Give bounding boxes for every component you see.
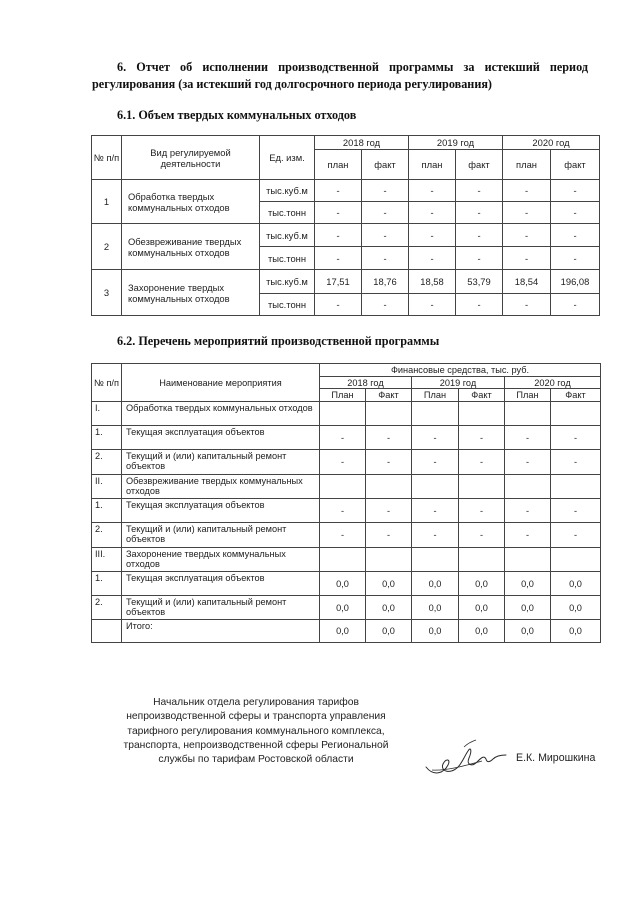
value-cell: 0,0 [551,572,601,596]
header-plan: план [409,150,456,180]
value-cell: - [459,450,505,475]
value-cell: - [366,499,412,523]
position-line: Начальник отдела регулирования тарифов [153,697,359,708]
header-plan: План [320,389,366,402]
row-number: 3 [92,270,122,316]
value-cell: - [362,247,409,270]
value-cell: - [505,426,551,450]
row-number: 2 [92,224,122,270]
activity-name: Обработка твердых коммунальных отходов [122,402,320,426]
unit-cell: тыс.куб.м [260,270,315,294]
value-cell: 196,08 [551,270,600,294]
header-unit: Ед. изм. [260,136,315,180]
activity-name: Обезвреживание твердых коммунальных отходов [122,475,320,499]
activity-name: Обработка твердых коммунальных отходов [122,180,260,224]
value-cell: - [412,426,459,450]
value-cell: - [320,426,366,450]
row-number: 1 [92,180,122,224]
signer-name: Е.К. Мирошкина [516,752,596,764]
value-cell [320,548,366,572]
value-cell: 0,0 [459,620,505,643]
value-cell: - [315,224,362,247]
value-cell: 0,0 [366,596,412,620]
header-fact: Факт [551,389,601,402]
header-no: № п/п [92,136,122,180]
value-cell: - [459,523,505,548]
header-year: 2019 год [412,377,505,389]
value-cell: 17,51 [315,270,362,294]
activity-name: Текущая эксплуатация объектов [122,572,320,596]
row-number: II. [92,475,122,499]
value-cell: - [362,224,409,247]
row-number [92,620,122,643]
header-year: 2020 год [503,136,600,150]
header-finance: Финансовые средства, тыс. руб. [320,364,601,377]
value-cell: 0,0 [320,572,366,596]
value-cell: - [320,523,366,548]
table-row [92,270,600,294]
value-cell: - [456,202,503,224]
value-cell: - [459,499,505,523]
value-cell: - [503,202,551,224]
value-cell: - [551,426,601,450]
value-cell [366,475,412,499]
value-cell: - [366,523,412,548]
table-row [92,426,601,450]
value-cell [505,548,551,572]
value-cell: 0,0 [505,620,551,643]
header-no: № п/п [92,364,122,402]
handwritten-signature [424,737,510,783]
value-cell: - [409,224,456,247]
value-cell: 0,0 [459,572,505,596]
value-cell: - [459,426,505,450]
value-cell [551,475,601,499]
activity-name: Итого: [122,620,320,643]
table-row [92,620,601,643]
value-cell [320,475,366,499]
header-activity: Вид регулируемой деятельности [122,136,260,180]
row-number: 1. [92,499,122,523]
subsection-title-activities: 6.2. Перечень мероприятий производственной программы [117,334,440,348]
unit-cell: тыс.тонн [260,202,315,224]
value-cell: - [315,180,362,202]
section-title: 6. Отчет об исполнении производственной программы за истекший период регулирования (за истекший год долгосрочного периода регулирования) [92,60,588,91]
value-cell: 53,79 [456,270,503,294]
value-cell: - [456,247,503,270]
value-cell: - [362,180,409,202]
value-cell [366,402,412,426]
value-cell: - [362,202,409,224]
value-cell: 0,0 [505,596,551,620]
value-cell: 0,0 [366,572,412,596]
position-line: службы по тарифам Ростовской области [158,754,354,766]
value-cell: 0,0 [551,620,601,643]
value-cell [505,475,551,499]
value-cell: - [456,180,503,202]
header-year: 2018 год [315,136,409,150]
value-cell: 0,0 [505,572,551,596]
activity-name: Текущий и (или) капитальный ремонт объектов [122,450,320,475]
value-cell: 18,58 [409,270,456,294]
activity-name: Захоронение твердых коммунальных отходов [122,270,260,316]
row-number: 1. [92,426,122,450]
row-number: 1. [92,572,122,596]
unit-cell: тыс.тонн [260,247,315,270]
header-fact: факт [456,150,503,180]
value-cell: 0,0 [551,596,601,620]
value-cell [551,402,601,426]
value-cell [412,548,459,572]
header-year: 2018 год [320,377,412,389]
header-plan: План [412,389,459,402]
position-line: транспорта, непроизводственной сферы Региональной [123,739,389,751]
value-cell [459,402,505,426]
value-cell [320,402,366,426]
value-cell: - [551,499,601,523]
value-cell: 18,76 [362,270,409,294]
activity-name: Текущая эксплуатация объектов [122,426,320,450]
value-cell: - [505,450,551,475]
value-cell: - [551,202,600,224]
value-cell: - [503,224,551,247]
value-cell: - [505,499,551,523]
value-cell [412,475,459,499]
unit-cell: тыс.куб.м [260,224,315,247]
value-cell: - [551,523,601,548]
table-row [92,475,601,499]
value-cell: - [315,294,362,316]
value-cell: - [551,450,601,475]
value-cell: - [366,426,412,450]
row-number: 2. [92,450,122,475]
activity-name: Текущий и (или) капитальный ремонт объектов [122,523,320,548]
value-cell [459,475,505,499]
table-row [92,523,601,548]
row-number: I. [92,402,122,426]
value-cell: - [551,294,600,316]
value-cell: - [409,247,456,270]
header-year: 2020 год [505,377,601,389]
header-fact: Факт [366,389,412,402]
header-fact: Факт [459,389,505,402]
value-cell [412,402,459,426]
signer-position [107,696,405,767]
value-cell: 0,0 [366,620,412,643]
activity-name: Текущий и (или) капитальный ремонт объектов [122,596,320,620]
table-row [92,180,600,202]
value-cell: 0,0 [459,596,505,620]
value-cell: - [409,294,456,316]
header-fact: факт [551,150,600,180]
position-line: тарифного регулирования коммунального комплекса, [127,725,385,737]
value-cell [459,548,505,572]
value-cell [366,548,412,572]
value-cell: - [503,247,551,270]
value-cell: - [456,224,503,247]
row-number: 2. [92,596,122,620]
table-row [92,596,601,620]
activity-name: Захоронение твердых коммунальных отходов [122,548,320,572]
value-cell: - [456,294,503,316]
table-row [92,499,601,523]
table-row [92,402,601,426]
value-cell: - [412,499,459,523]
value-cell [505,402,551,426]
value-cell: - [551,247,600,270]
value-cell: 0,0 [320,596,366,620]
table-row [92,548,601,572]
table-row [92,224,600,247]
header-plan: План [505,389,551,402]
value-cell: - [366,450,412,475]
activity-name: Обезвреживание твердых коммунальных отходов [122,224,260,270]
activity-name: Текущая эксплуатация объектов [122,499,320,523]
value-cell: 0,0 [320,620,366,643]
header-fact: факт [362,150,409,180]
waste-volume-table [91,135,600,316]
header-year: 2019 год [409,136,503,150]
value-cell: - [505,523,551,548]
value-cell: - [362,294,409,316]
value-cell: - [503,180,551,202]
value-cell: 0,0 [412,620,459,643]
value-cell: - [412,523,459,548]
value-cell: - [503,294,551,316]
value-cell: - [320,450,366,475]
row-number: III. [92,548,122,572]
header-activity-name: Наименование мероприятия [122,364,320,402]
value-cell: - [315,247,362,270]
header-plan: план [503,150,551,180]
subsection-title-volume: 6.1. Объем твердых коммунальных отходов [117,108,357,122]
value-cell: - [409,202,456,224]
unit-cell: тыс.тонн [260,294,315,316]
value-cell: - [315,202,362,224]
position-line: непроизводственной сферы и транспорта управления [126,711,386,723]
header-plan: план [315,150,362,180]
value-cell: 0,0 [412,572,459,596]
value-cell: - [320,499,366,523]
value-cell: 18,54 [503,270,551,294]
value-cell: - [412,450,459,475]
value-cell: 0,0 [412,596,459,620]
table-row [92,572,601,596]
activities-table [91,363,601,643]
value-cell: - [409,180,456,202]
value-cell: - [551,180,600,202]
unit-cell: тыс.куб.м [260,180,315,202]
value-cell: - [551,224,600,247]
value-cell [551,548,601,572]
row-number: 2. [92,523,122,548]
table-row [92,450,601,475]
